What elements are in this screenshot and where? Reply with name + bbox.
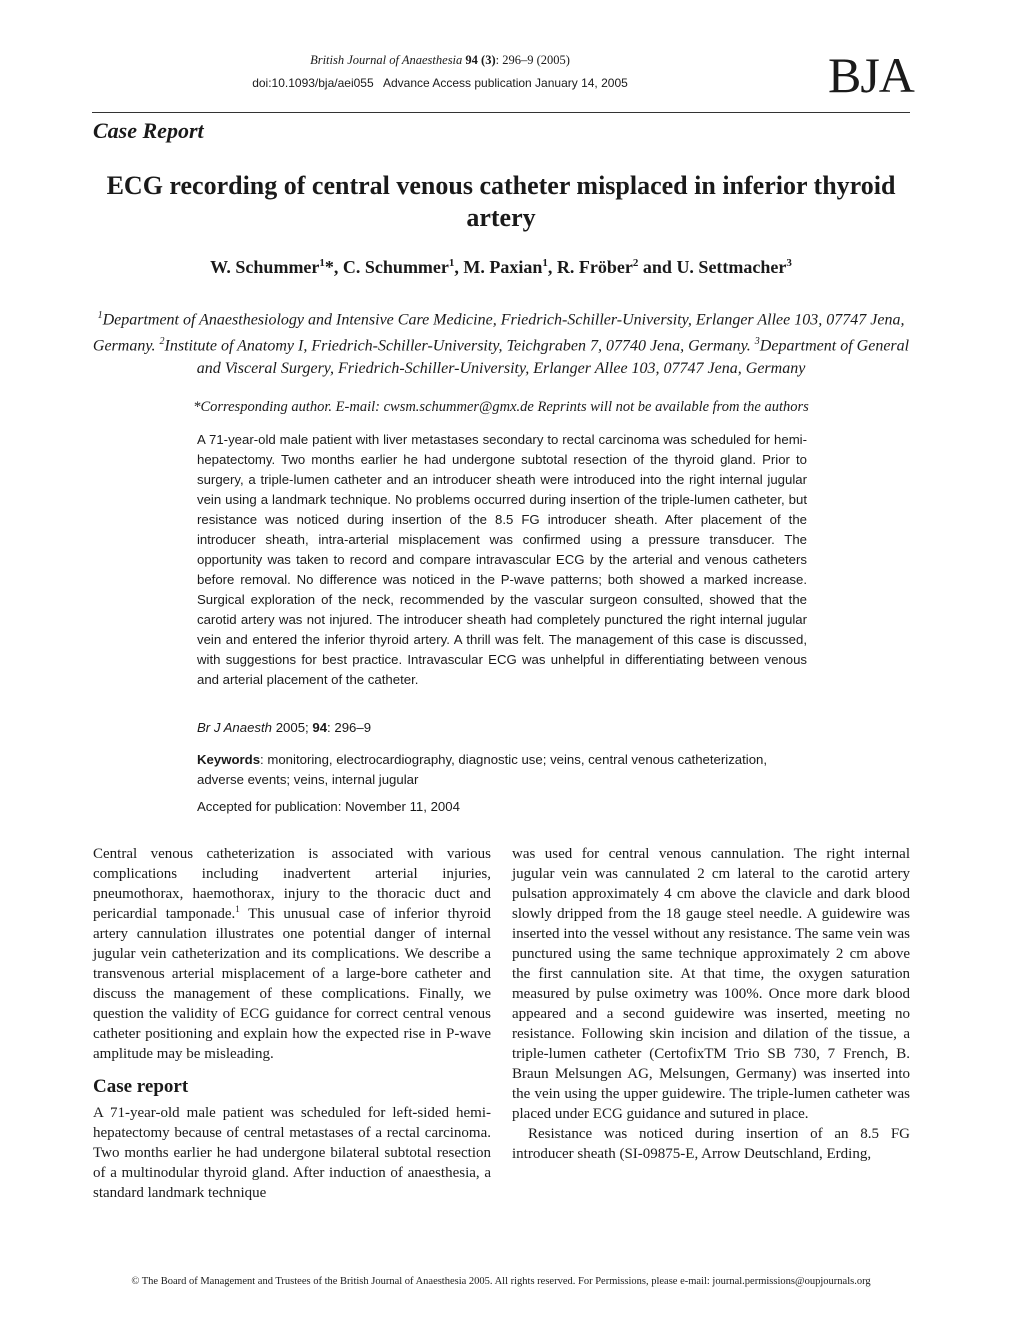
keywords-label: Keywords — [197, 752, 261, 767]
section-label: Case Report — [93, 118, 204, 143]
journal-header — [0, 53, 880, 68]
citation: Br J Anaesth 2005; 94: 296–9 — [197, 720, 372, 735]
journal-name: British Journal of Anaesthesia — [310, 53, 463, 67]
affiliations: $^1$Department of Anaesthesiology and Intensive Care Medicine, Friedrich-Schiller-University, Erlanger Allee 103, 07747 Jena, Germany. $^2$Institute of Anatomy I, Friedrich-Schiller-University, Teichgraben 7, 07740 Jena, Germany. $^3$Department of General and Visceral Surgery, Friedrich-Schiller-University, Erlanger Allee 103, 07747 Jena, Germany — [92, 310, 910, 377]
case-report-paragraph: was used for central venous cannulation. The right internal jugular vein was cannulated 2 cm lateral to the carotid artery pulsation approximately 4 cm above the clavicle and dark blood slowly dripped from the 18 gauge steel needle. A guidewire was inserted into the vessel without any resistance. The same vein was punctured using the same technique approximately 2 cm above the first cannulation site. At that time, the oxygen saturation measured by pulse oximetry was 100%. Once more dark blood appeared and a second guidewire was inserted, meeting no resistance. Following skin incision and dilation of the tissue, a triple-lumen catheter (CertofixTM Trio SB 730, 7 French, B. Braun Melsungen AG, Melsungen, Germany) was inserted into the vein using the upper guidewire. The triple-lumen catheter was placed under ECG guidance and sutured in place. — [512, 846, 910, 1122]
author: U. Settmacher$^3$ — [676, 257, 792, 277]
case-report-paragraph: A 71-year-old male patient was scheduled for left-sided hemi-hepatectomy because of central metastases of a rectal carcinoma. Two months earlier he had undergone bilateral subtotal resection of a multinodular thyroid gland. After induction of anaesthesia, a standard landmark technique — [93, 1105, 491, 1201]
affiliation: Department of Anaesthesiology and Intensive Care Medicine, Friedrich-Schiller-University, Erlanger Allee 103, 07747 Jena, Germany. — [92, 311, 905, 355]
affiliation: Institute of Anatomy I, Friedrich-Schiller-University, Teichgraben 7, 07740 Jena, Germany. — [164, 337, 755, 355]
author-list — [92, 257, 910, 278]
journal-volume: 94 — [465, 53, 478, 67]
reference-marker: 1 — [235, 904, 240, 914]
accepted-date: Accepted for publication: November 11, 2004 — [197, 799, 460, 814]
case-report-paragraph: Resistance was noticed during insertion of an 8.5 FG introducer sheath (SI-09875-E, Arrow Deutschland, Erding, — [512, 1126, 910, 1162]
header-rule — [92, 112, 910, 113]
copyright-footer: © The Board of Management and Trustees of the British Journal of Anaesthesia 2005. All rights reserved. For Permissions, please e-mail: journal.permissions@oupjournals.org — [131, 1276, 871, 1287]
doi-line: doi:10.1093/bja/aei055 Advance Access publication January 14, 2005 — [252, 76, 628, 90]
author: C. Schummer$^1$, — [342, 257, 464, 277]
journal-pages: : 296–9 (2005) — [495, 53, 570, 67]
introduction-paragraph: Central venous catheterization is associated with various complications including inadvertent arterial injuries, pneumothorax, haemothorax, injury to the thoracic duct and pericardial tamponade.$^1$ This unusual case of inferior thyroid artery cannulation illustrates one potential danger of internal jugular vein catheterization and its complications. We describe a transvenous arterial misplacement of a large-bore catheter and discuss the management of these complications. Finally, we question the validity of ECG guidance for correct central venous catheter positioning and explain how the expected rise in P-wave amplitude may be misleading. — [93, 846, 491, 1062]
keywords-text: : monitoring, electrocardiography, diagnostic use; veins, central venous catheterization, adverse events; veins, internal jugular — [197, 752, 768, 787]
abstract: A 71-year-old male patient with liver metastases secondary to rectal carcinoma was scheduled for hemi-hepatectomy. Two months earlier he had undergone subtotal resection of the thyroid gland. Prior to surgery, a triple-lumen catheter and an introducer sheath were introduced into the right internal jugular vein using a landmark technique. No problems occurred during insertion of the triple-lumen catheter, but resistance was noticed during insertion of the 8.5 FG introducer sheath. After placement of the introducer sheath, intra-arterial misplacement was confirmed using a pressure transducer. The opportunity was taken to record and compare intravascular ECG by the arterial and venous catheters before removal. No difference was noticed in the P-wave patterns; both showed a marked increase. Surgical exploration of the neck, recommended by the vascular surgeon consulted, showed that the carotid artery was not injured. The introducer sheath had completely punctured the right internal jugular vein and entered the inferior thyroid artery. A thrill was felt. The management of this case is discussed, with suggestions for best practice. Intravascular ECG was unhelpful in differentiating between venous and arterial placement of the catheter. — [197, 432, 807, 687]
author: M. Paxian$^1$, — [463, 257, 557, 277]
citation-volume: 94 — [312, 720, 328, 735]
author: R. Fröber$^2$ and — [556, 257, 677, 277]
citation-journal: Br J Anaesth — [197, 720, 273, 735]
journal-issue: (3) — [481, 53, 496, 67]
keywords — [197, 750, 807, 790]
author: W. Schummer$^1$*, — [210, 257, 343, 277]
article-title: ECG recording of central venous catheter misplaced in inferior thyroid artery — [106, 171, 896, 232]
affiliation: Department of General and Visceral Surgery, Friedrich-Schiller-University, Erlanger Allee 103, 07747 Jena, Germany — [196, 337, 910, 377]
corresponding-author: *Corresponding author. E-mail: cwsm.schummer@gmx.de Reprints will not be available from the authors — [193, 399, 809, 415]
case-report-heading: Case report — [93, 1076, 189, 1097]
bja-logo: BJA — [828, 47, 914, 103]
right-column — [512, 844, 910, 1164]
